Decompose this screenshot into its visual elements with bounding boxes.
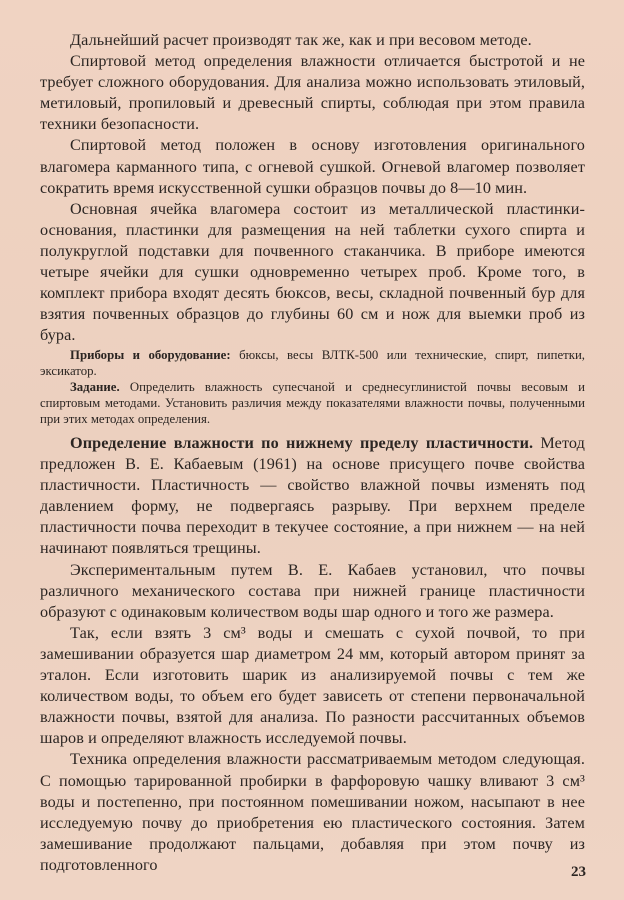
paragraph: Экспериментальным путем В. Е. Кабаев установил, что почвы различного механического состава при нижней границе пластичности образуют с одинаковым количеством воды шар одного и того же размера. bbox=[40, 560, 585, 621]
plasticity-section bbox=[40, 433, 585, 876]
section-heading: Определение влажности по нижнему пределу пластичности. bbox=[70, 434, 534, 452]
paragraph: Основная ячейка влагомера состоит из металлической пластинки-основания, пластинки для размещения на ней таблетки сухого спирта и полукруглой подставки для почвенного стаканчика. В приборе имеются четыре ячейки для сушки одновременно четырех проб. Кроме того, в комплект прибора входят десять бюксов, весы, складной почвенный бур для взятия почвенных образцов до глубины 60 см и нож для выемки проб из бура. bbox=[40, 199, 585, 345]
equipment-label: Приборы и оборудование: bbox=[70, 348, 231, 362]
paragraph: Дальнейший расчет производят так же, как и при весовом методе. bbox=[70, 31, 532, 49]
paragraph: Спиртовой метод положен в основу изготовления оригинального влагомера карманного типа, с огневой сушкой. Огневой влагомер позволяет сократить время искусственной сушки образцов почвы до 8—10 мин. bbox=[40, 136, 585, 197]
equipment-text: бюксы, весы ВЛТК-500 или технические, спирт, пипетки, эксикатор. bbox=[40, 348, 585, 378]
section-first-paragraph-text: Метод предложен В. Е. Кабаевым (1961) на основе присущего почве свойства пластичности. Пластичность — свойство влажной почвы изменять под давлением форму, не подвергаясь разрыву. При верхнем пределе пластичности почва переходит в текучее состояние, а при нижнем — на ней начинают появляться трещины. bbox=[40, 434, 585, 558]
task-text: Определить влажность супесчаной и среднесуглинистой почвы весовым и спиртовым методами. Установить различия между показателями влажности почвы, полученными при этих методах определения. bbox=[40, 380, 585, 426]
paragraph: Спиртовой метод определения влажности отличается быстротой и не требует сложного оборудования. Для анализа можно использовать этиловый, метиловый, пропиловый и древесный спирты, соблюдая при этом правила техники безопасности. bbox=[40, 52, 585, 134]
task-note bbox=[40, 379, 585, 427]
intro-section bbox=[40, 30, 585, 346]
page-number: 23 bbox=[571, 864, 586, 880]
section-first-paragraph bbox=[40, 433, 585, 560]
paragraph: Техника определения влажности рассматриваемым методом следующая. С помощью тарированной пробирки в фарфоровую чашку вливают 3 см³ воды и постепенно, при постоянном помешивании ножом, насыпают в нее исследуемую почву до приобретения ею пластического состояния. Затем замешивание продолжают пальцами, добавляя при этом почву из подготовленного bbox=[40, 750, 585, 874]
paragraph: Так, если взять 3 см³ воды и смешать с сухой почвой, то при замешивании образуется шар диаметром 24 мм, который автором принят за эталон. Если изготовить шарик из анализируемой почвы с тем же количеством воды, то объем его будет зависеть от степени первоначальной влажности почвы, взятой для анализа. По разности рассчитанных объемов шаров и определяют влажность исследуемой почвы. bbox=[40, 623, 585, 748]
task-label: Задание. bbox=[70, 380, 120, 394]
equipment-note bbox=[40, 347, 585, 379]
equipment-and-task bbox=[40, 347, 585, 427]
